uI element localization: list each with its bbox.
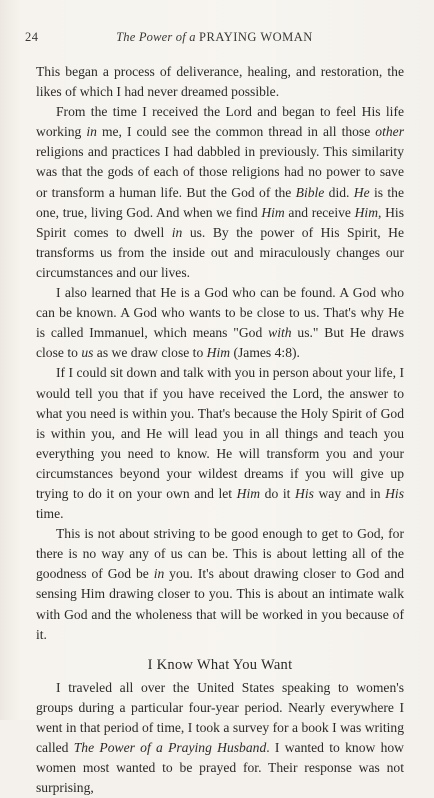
text-run: From the time I received the Lord and began to feel His life working: [36, 104, 404, 140]
text-run: and receive: [284, 204, 355, 220]
italic-text: in: [153, 566, 165, 582]
text-run: (James 4:8).: [230, 345, 300, 361]
italic-text: us: [81, 345, 94, 361]
text-run: This is not about striving to be good enough to get to God, for there is no way any of us can be. This is about letting all of the goodness of God be: [36, 526, 404, 582]
italic-text: His: [385, 485, 404, 501]
italic-text: His: [295, 485, 314, 501]
text-run: is the one, true, living God. And when we find: [36, 184, 404, 220]
running-head: [25, 30, 404, 45]
text-run: This began a process of deliverance, healing, and restoration, the likes of which I had never dreamed possible.: [36, 64, 404, 100]
text-run: us. By the power of His Spirit, He transforms us from the inside out and miraculously changes our circumstances and our lives.: [36, 224, 404, 280]
running-head-caps: PRAYING WOMAN: [199, 30, 313, 44]
paragraph: [36, 678, 404, 798]
text-run: me, I could see the common thread in all those: [96, 124, 376, 140]
italic-text: Him: [354, 204, 379, 220]
text-run: If I could sit down and talk with you in person about your life, I would tell you that if you have received the Lord, the answer to what you need is within you. That's because the Holy Spirit of God is within you, and He will lead you in all things and teach you everything you need to know. He will transform you and your circumstances beyond your wildest dreams if you will give up trying to do it on your own and let: [36, 365, 404, 501]
text-run: way and in: [313, 485, 386, 501]
text-run: . I wanted to know how women most wanted to be prayed for. Their response was not surprising,: [36, 740, 404, 796]
paragraph: [36, 102, 404, 283]
italic-text: He: [353, 184, 370, 200]
paragraph: [36, 363, 404, 524]
text-run: time.: [36, 506, 64, 522]
text-run: as we draw close to: [93, 345, 207, 361]
italic-text: Him: [236, 485, 261, 501]
italic-text: Bible: [295, 184, 325, 200]
paragraph: [36, 62, 404, 102]
text-run: you. It's about drawing closer to God and sensing Him drawing closer to you. This is about an intimate walk with God and the wholeness that will be worked in you because of it.: [36, 566, 404, 642]
italic-text: Him: [206, 345, 231, 361]
italic-text: in: [171, 224, 183, 240]
running-head-title: The Power of a: [116, 30, 196, 44]
text-run: did.: [324, 184, 354, 200]
paragraph: [36, 524, 404, 645]
text-run: I traveled all over the United States speaking to women's groups during a particular four-year period. Nearly everywhere I went in that period of time, I took a survey for a book I was writing called: [36, 679, 404, 756]
paragraph: [36, 283, 404, 363]
text-run: , His Spirit comes to dwell: [36, 204, 404, 240]
text-run: do it: [260, 485, 295, 501]
text-run: us." But He draws close to: [36, 325, 404, 361]
section-heading: I Know What You Want: [147, 656, 293, 673]
italic-text: Him: [261, 204, 285, 220]
italic-text: other: [375, 124, 404, 140]
page-number: 24: [25, 30, 39, 44]
italic-text: with: [268, 325, 292, 341]
italic-text: The Power of a Praying Husband: [73, 740, 267, 756]
body-text: [36, 62, 404, 798]
page-header: [25, 30, 404, 48]
text-run: religions and practices I had dabbled in previously. This similarity was that the gods of each of those religions had no power to save or transform a human life. But the God of the: [36, 144, 404, 200]
italic-text: in: [86, 124, 97, 140]
text-run: I also learned that He is a God who can be found. A God who can be known. A God who wants to be close to us. That's why He is called Immanuel, which means "God: [36, 285, 404, 341]
